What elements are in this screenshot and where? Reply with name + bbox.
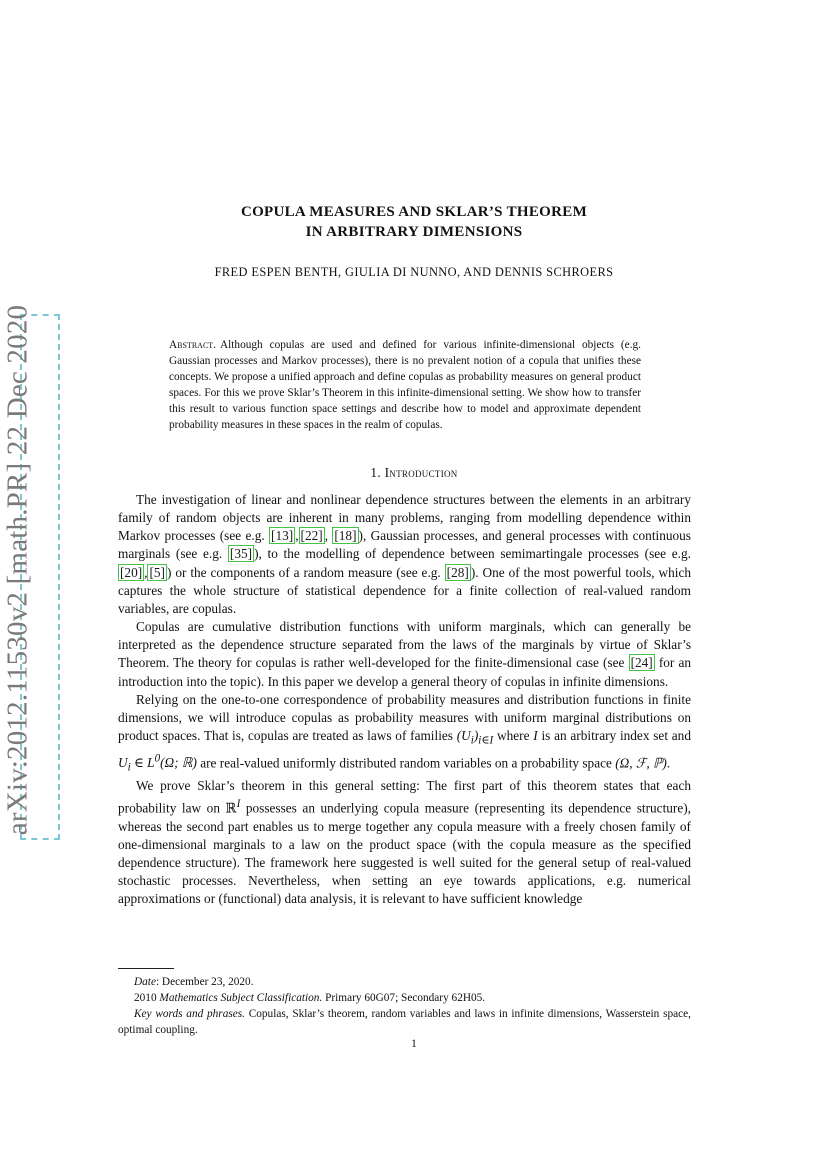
text-run: The investigation of linear and nonlinear dependence structures between the elements in an arbitrary family of random objects are inherent in many problems, ranging from modelling dependence within Markov processes (see e.g.: [118, 492, 691, 544]
math-family: [456, 728, 494, 747]
author-list: FRED ESPEN BENTH, GIULIA DI NUNNO, AND DENNIS SCHROERS: [214, 265, 614, 279]
footnote-label: Key words and phrases.: [134, 1008, 245, 1020]
text-run: .: [666, 755, 671, 771]
text-run: possesses an underlying copula measure (representing its dependence structure), whereas the second part enables us to merge together any copula measure with a freely chosen family of one-dimensional marginals to a law on the product space (with the copula measure as the specified dependence structure). The framework here suggested is well suited for the general setup of real-valued stochastic processes. Nevertheless, when setting an eye towards applications, e.g. numerical approximations or (functional) data analysis, it is relevant to have sufficient knowledge: [118, 800, 691, 907]
footnote-text: 2010: [134, 992, 160, 1004]
text-run: is an arbitrary index set and: [537, 728, 691, 744]
text-run: ). One of the most powerful tools, which captures the whole structure of statistical dependence for a finite collection of real-valued random variables, are copulas.: [118, 564, 692, 616]
text-run: Relying on the one-to-one correspondence of probability measures and distribution functions in finite dimensions, we will introduce copulas as probability measures with uniform marginal distributions on product spaces. That is, copulas are treated as laws of families: [118, 691, 691, 744]
text-run: ,: [295, 528, 299, 544]
math-sub: i: [127, 761, 131, 774]
citation-link[interactable]: [13]: [271, 528, 294, 544]
footnote-text: Copulas, Sklar’s theorem, random variables and laws in infinite dimensions, Wasserstein space, optimal coupling.: [118, 1008, 691, 1036]
citation-link[interactable]: [24]: [630, 655, 653, 671]
citation-link[interactable]: [35]: [229, 546, 253, 562]
text-run: are real-valued uniformly distributed random variables on a probability space: [196, 755, 616, 771]
paper-title-line-1: COPULA MEASURES AND SKLAR’S THEOREM: [240, 204, 588, 220]
paragraph-4: [118, 777, 691, 909]
text-run: for an introduction into the topic). In this paper we develop a general theory of copulas in infinite dimensions.: [118, 655, 691, 689]
paper-title-line-2: IN ARBITRARY DIMENSIONS: [305, 224, 523, 240]
math-sup: I: [236, 798, 241, 811]
footnote-keywords: [118, 1006, 691, 1038]
text-run: ,: [144, 564, 148, 580]
abstract-text: Although copulas are used and defined for various infinite-dimensional objects (e.g. Gaussian processes and Markov processes), there is no prevalent notion of a copula that unifies these concepts. We propose a unified approach and define copulas as probability measures on general product spaces. For this we prove Sklar’s Theorem in this infinite-dimensional setting. We show how to transfer this result to various function space settings and describe how to model and approximate dependent probability measures in these spaces in the realm of copulas.: [169, 339, 641, 431]
citation-link[interactable]: [5]: [149, 564, 165, 580]
paragraph-2: [118, 618, 691, 691]
math-part: U: [118, 755, 128, 771]
footnote-text: : December 23, 2020.: [155, 976, 254, 988]
math-membership: [118, 752, 197, 774]
text-run: ,: [324, 528, 333, 544]
section-heading-introduction: 1. Introduction: [370, 465, 458, 480]
footnote-date: [118, 974, 691, 990]
paragraph-1: [118, 491, 691, 618]
arxiv-identifier[interactable]: arXiv:2012.11530v2 [math.PR] 22 Dec 2020: [1, 304, 34, 836]
page-number: 1: [411, 1038, 417, 1050]
text-run: ), Gaussian processes, and general processes with continuous marginals (see e.g.: [118, 528, 691, 562]
citation-link[interactable]: [20]: [120, 564, 143, 580]
footnote-rule: [118, 968, 174, 969]
abstract: [169, 337, 641, 433]
math-probability-space: (Ω, ℱ, ℙ): [615, 755, 667, 771]
abstract-label: Abstract.: [169, 339, 216, 351]
text-run: where: [493, 728, 534, 744]
text-run: ) or the components of a random measure (see e.g.: [167, 564, 445, 580]
math-sub: i: [470, 734, 474, 747]
math-part: ∈ L: [130, 755, 155, 771]
math-part: ): [473, 728, 479, 744]
text-run: ), to the modelling of dependence between semimartingale processes (see e.g.: [254, 546, 691, 562]
math-reals: ℝ: [225, 800, 237, 816]
math-part: (U: [456, 728, 471, 744]
text-run: We prove Sklar’s theorem in this general setting: The first part of this theorem states that each probability law on: [118, 778, 691, 816]
math-index-set: I: [533, 728, 538, 744]
citation-link[interactable]: [28]: [446, 564, 469, 580]
citation-link[interactable]: [18]: [334, 528, 357, 544]
math-sup: 0: [154, 752, 161, 765]
footnote-label: Date: [134, 976, 156, 988]
citation-link[interactable]: [22]: [300, 528, 323, 544]
introduction-body: [118, 491, 691, 909]
paragraph-3: [118, 691, 691, 777]
footnote-msc: [118, 990, 691, 1006]
text-run: Copulas are cumulative distribution functions with uniform marginals, which can generally be interpreted as the dependence structure separated from the laws of the marginals by virtue of Sklar’s Theorem. The theory for copulas is rather well-developed for the finite-dimensional case (see: [118, 619, 691, 671]
math-part: (Ω; ℝ): [160, 755, 197, 771]
footnotes: [118, 974, 691, 1038]
math-sub: i∈I: [478, 734, 494, 747]
footnote-label: Mathematics Subject Classification.: [159, 992, 323, 1004]
footnote-text: Primary 60G07; Secondary 62H05.: [322, 992, 486, 1004]
